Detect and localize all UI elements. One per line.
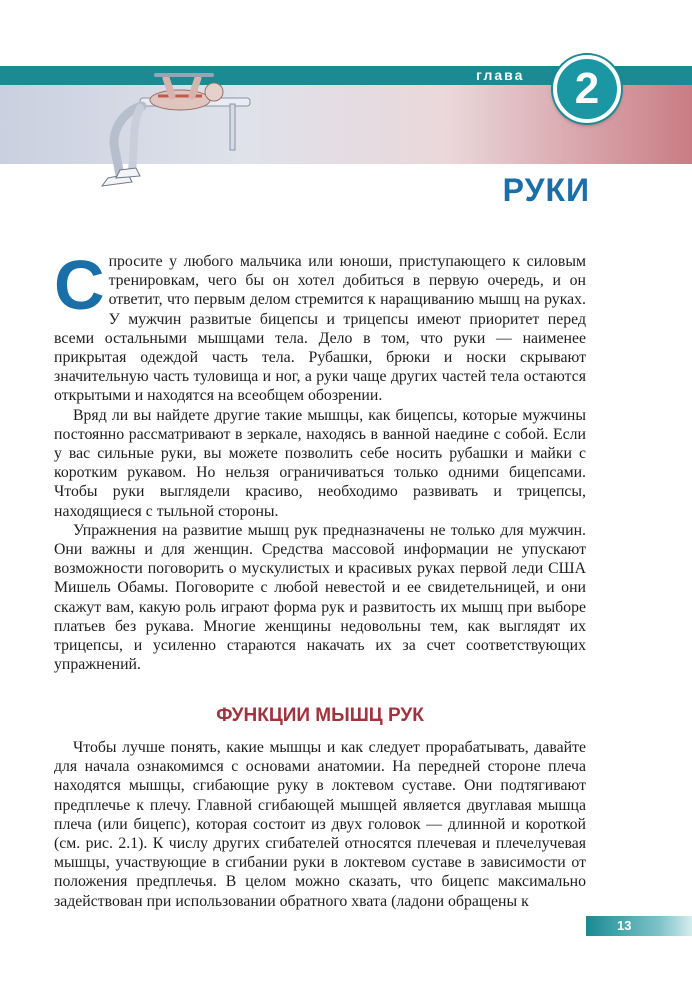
drop-cap: С bbox=[54, 246, 105, 324]
section-heading: ФУНКЦИИ МЫШЦ РУК bbox=[216, 705, 424, 726]
bench-press-figure-icon bbox=[80, 70, 260, 198]
chapter-number-badge: 2 bbox=[553, 55, 621, 123]
intro-paragraph-2: Вряд ли вы найдете другие такие мышцы, как бицепсы, которые мужчины постоянно рассматривают в зеркале, находясь в ванной наедине с собой. Если у вас сильные руки, вы можете позволить себе носить рубашки и майки с коротким рукавом. Но нельзя ограничиваться только одними бицепсами. Чтобы руки выглядели красиво, необходимо развивать и трицепсы, находящиеся с тыльной стороны. bbox=[54, 406, 586, 520]
page-number: 13 bbox=[586, 916, 692, 936]
section-paragraph-1: Чтобы лучше понять, какие мышцы и как следует прорабатывать, давайте для начала ознакомимся с основами анатомии. На передней стороне плеча находятся мышцы, сгибающие руку в локтевом суставе. Они подтягивают предплечье к плечу. Главной сгибающей мышцей является двуглавая мышца плеча (или бицепс), которая состоит из двух головок — длинной и короткой (см. рис. 2.1). К числу других сгибателей относятся плечевая и плечелучевая мышцы, участвующие в сгибании руки в локтевом суставе в зависимости от положения предплечья. В целом можно сказать, что бицепс максимально задействован при использовании обратного хвата (ладони обращены к bbox=[54, 739, 586, 910]
intro-text-block bbox=[54, 246, 586, 674]
intro-paragraph-1 bbox=[54, 246, 586, 406]
chapter-label: глава bbox=[476, 67, 525, 83]
intro-paragraph-3: Упражнения на развитие мышц рук предназначены не только для мужчин. Они важны и для женщин. Средства массовой информации не упускают возможности поговорить о мускулистых и красивых руках первой леди США Мишель Обамы. Поговорите с любой невестой и ее свидетельницей, и они скажут вам, какую роль играют форма рук и развитость их мышц при выборе платьев без рукава. Многие женщины недовольны тем, как выглядят их трицепсы, и усиленно стараются накачать их за счет соответствующих упражнений. bbox=[54, 521, 586, 674]
intro-paragraph-1-text: просите у любого мальчика или юноши, приступающего к силовым тренировкам, чего бы он хотел добиться в первую очередь, и он ответит, что первым делом стремится к наращиванию мышц на руках. У мужчин развитые бицепсы и трицепсы имеют приоритет перед всеми остальными мышцами тела. Дело в том, что руки — наименее прикрытая одеждой часть тела. Рубашки, брюки и носки скрывают значительную часть туловища и ног, а руки чаще других частей тела остаются открытыми и находятся на всеобщем обозрении. bbox=[54, 253, 586, 405]
section-text-block bbox=[54, 738, 586, 911]
chapter-title: РУКИ bbox=[502, 172, 590, 208]
